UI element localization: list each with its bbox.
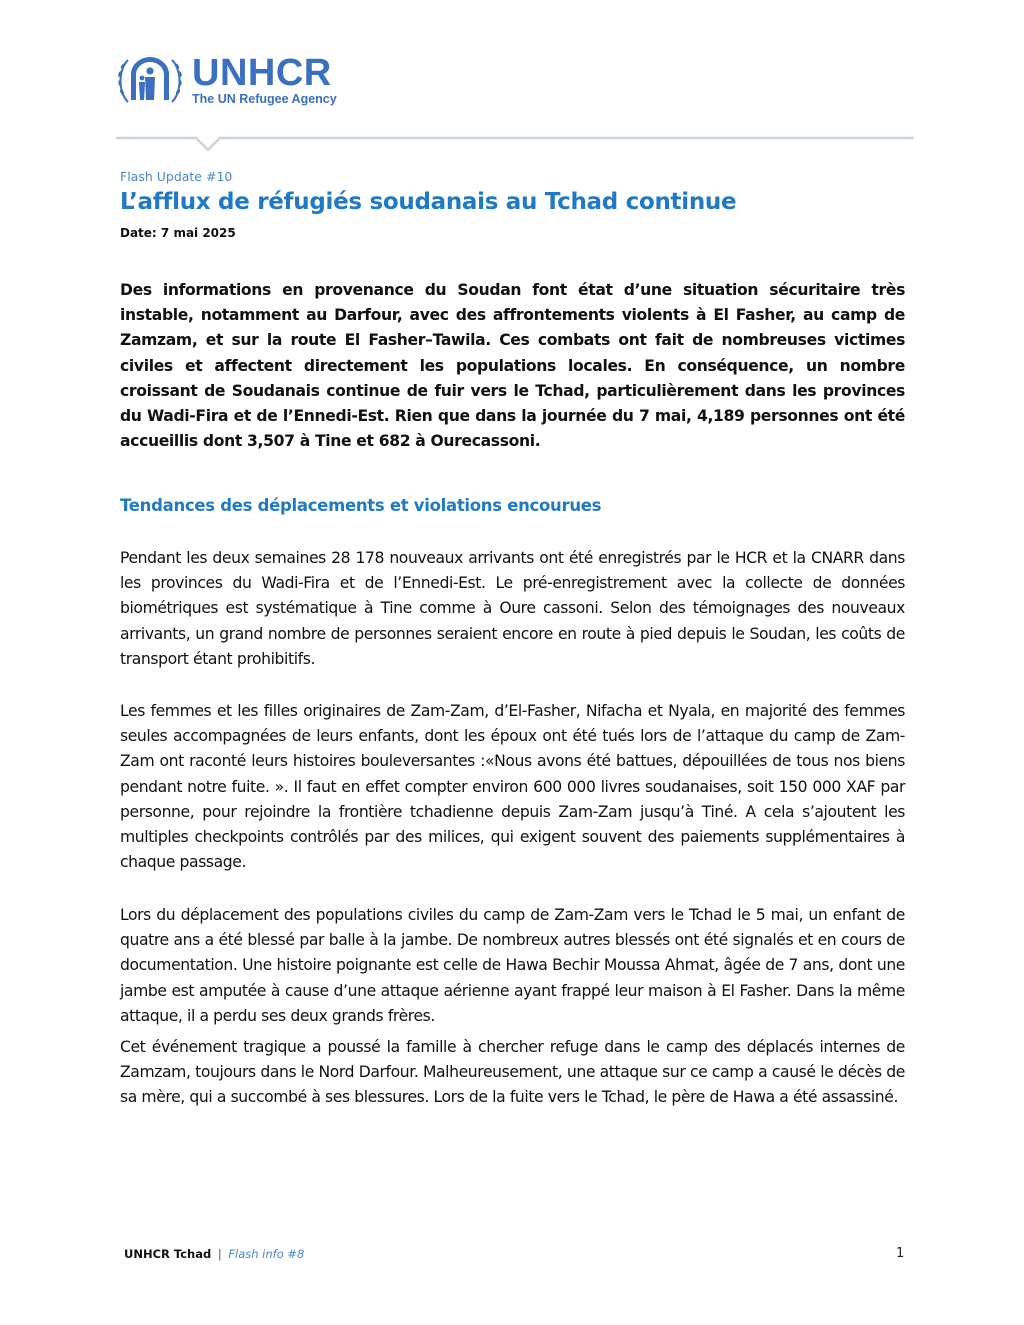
lead-paragraph: Des informations en provenance du Soudan font état d’une situation sécuritaire très instable, notamment au Darfour, avec des affrontements violents à El Fasher, au camp de Zamzam, et sur la route El Fasher–Tawila. Ces combats ont fait de nombreuses victimes civiles et affectent directement les populations locales. En conséquence, un nombre croissant de Soudanais continue de fuir vers le Tchad, particulièrement dans les provinces du Wadi-Fira et de l’Ennedi-Est. Rien que dans la journée du 7 mai, 4,189 personnes ont été accueillis dont 3,507 à Tine et 682 à Ourecassoni.	[120, 281, 905, 451]
page-footer	[124, 1247, 304, 1261]
unhcr-emblem-icon	[114, 52, 186, 110]
footer-separator: |	[217, 1247, 222, 1261]
brand-name: UNHCR	[192, 52, 332, 94]
report-date: Date: 7 mai 2025	[120, 226, 236, 240]
body-paragraph: Pendant les deux semaines 28 178 nouveaux arrivants ont été enregistrés par le HCR et la CNARR dans les provinces du Wadi-Fira et de l’Ennedi-Est. Le pré-enregistrement avec la collecte de données biométriques est systématique à Tine comme à Oure cassoni. Selon des témoignages des nouveaux arrivants, un grand nombre de personnes seraient encore en route à pied depuis le Soudan, les coûts de transport étant prohibitifs.	[120, 549, 905, 668]
body-paragraph: Lors du déplacement des populations civiles du camp de Zam-Zam vers le Tchad le 5 mai, un enfant de quatre ans a été blessé par balle à la jambe. De nombreux autres blessés ont été signalés et en cours de documentation. Une histoire poignante est celle de Hawa Bechir Moussa Ahmat, âgée de 7 ans, dont une jambe est amputée à cause d’une attaque aérienne ayant frappé leur maison à El Fasher. Dans la même attaque, il a perdu ses deux grands frères.	[120, 906, 905, 1025]
brand-tagline: The UN Refugee Agency	[192, 92, 337, 106]
header-divider	[116, 136, 914, 156]
flash-update-label: Flash Update #10	[120, 169, 233, 184]
page-title: L’afflux de réfugiés soudanais au Tchad continue	[120, 189, 737, 215]
page-number: 1	[896, 1246, 905, 1261]
body-paragraph: Cet événement tragique a poussé la famille à chercher refuge dans le camp des déplacés internes de Zamzam, toujours dans le Nord Darfour. Malheureusement, une attaque sur ce camp a causé le décès de sa mère, qui a succombé à ses blessures. Lors de la fuite vers le Tchad, le père de Hawa a été assassiné.	[120, 1038, 905, 1107]
footer-org: UNHCR Tchad	[124, 1247, 212, 1261]
footer-reference: Flash info #8	[228, 1247, 305, 1261]
body-paragraph: Les femmes et les filles originaires de Zam-Zam, d’El-Fasher, Nifacha et Nyala, en majorité des femmes seules accompagnées de leurs enfants, dont les époux ont été tués lors de l’attaque du camp de Zam-Zam ont raconté leurs histoires bouleversantes :«Nous avons été battues, dépouillées de tous nos biens pendant notre fuite. ». Il faut en effet compter environ 600 000 livres soudanaises, soit 150 000 XAF par personne, pour rejoindre la frontière tchadienne depuis Zam-Zam jusqu’à Tiné. A cela s’ajoutent les multiples checkpoints contrôlés par des milices, qui exigent souvent des paiements supplémentaires à chaque passage.	[120, 702, 905, 872]
section-heading: Tendances des déplacements et violations encourues	[120, 496, 602, 515]
unhcr-logo	[114, 52, 337, 110]
